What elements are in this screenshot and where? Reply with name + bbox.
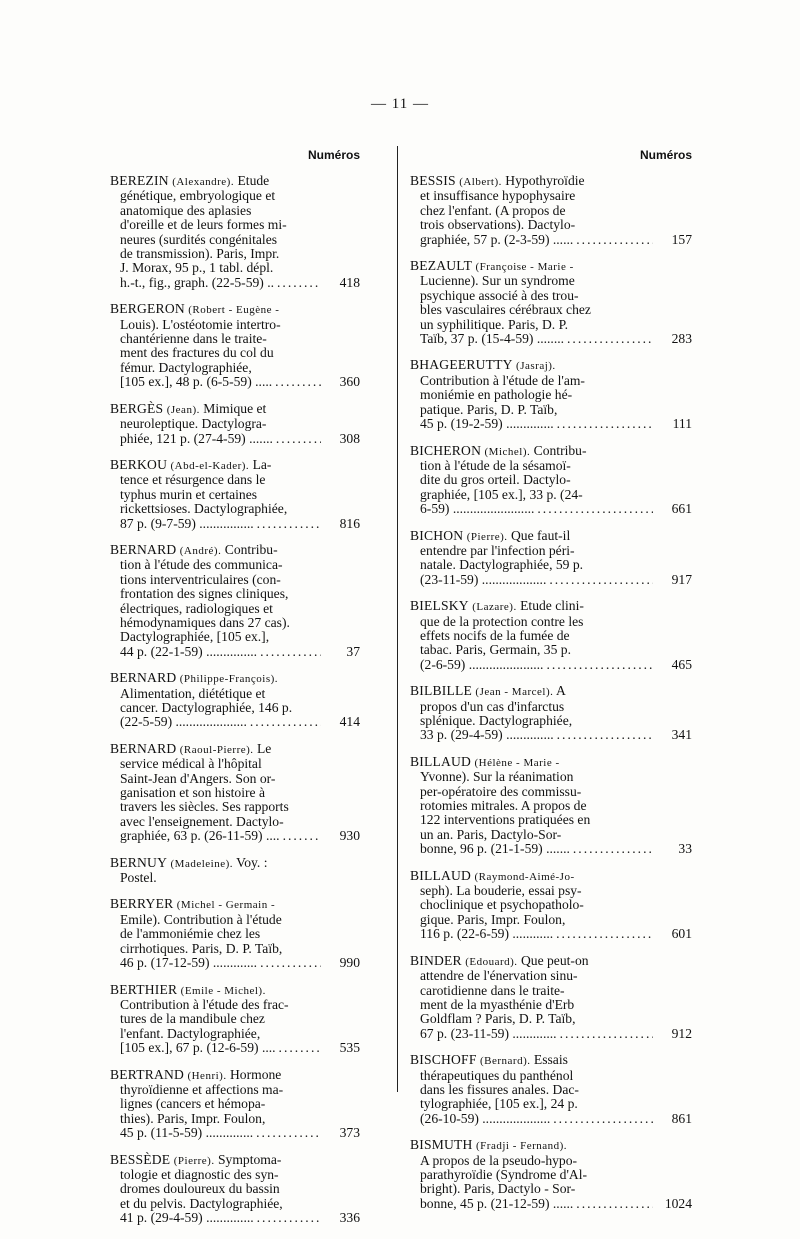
entry-citation-line [410,573,692,587]
bibliography-entry [110,856,360,886]
entry-heading [110,742,360,757]
bibliography-entry [410,1138,692,1211]
author-given-names: (Pierre). [173,1154,215,1167]
entry-line: d'oreille et de leurs formes mi- [120,217,287,233]
entry-line: tion à l'étude des communica- [120,557,283,573]
dot-leader [556,927,653,941]
entry-citation-line [410,927,692,941]
entry-citation-line [110,829,360,843]
entry-number: 1024 [664,1195,692,1211]
author-given-names: (Henri). [187,1069,227,1082]
author-surname: BERNARD [110,670,177,686]
author-surname: BESSIS [410,173,456,188]
author-surname: BERRYER [110,896,174,912]
entry-line: cirrhotiques. Paris, D. P. Taïb, [120,940,283,956]
entry-citation: [105 ex.], 48 p. (6-5-59) ..... [120,374,273,390]
entry-citation-line [410,1027,692,1041]
entry-line: hémodynamiques dans 27 cas). [120,614,290,630]
entry-heading [110,402,360,417]
author-surname: BEZAULT [410,258,473,274]
entry-number: 157 [671,231,692,247]
entry-number: 308 [339,430,360,446]
column-divider [397,146,398,1092]
author-given-names: (Philippe-François). [179,673,279,686]
entry-citation-line [410,332,692,346]
bibliography-entry [110,1068,360,1141]
entry-citation: 67 p. (23-11-59) ............. [420,1025,557,1041]
author-given-names: (Raymond-Aimé-Jo- [474,870,575,883]
entry-number: 111 [672,416,692,432]
author-surname: BHAGEERUTTY [410,357,513,373]
entry-line: J. Morax, 95 p., 1 tabl. dépl. [120,260,274,276]
entry-line: un syphilitique. Paris, D. P. [420,316,569,332]
author-surname: BISCHOFF [410,1052,477,1068]
author-surname: BERNARD [110,740,177,756]
entry-title-start: Mimique et [203,400,267,416]
author-given-names: (Abd-el-Kader). [170,459,250,472]
entry-line: génétique, embryologique et [120,188,276,204]
entry-line: A propos de la pseudo-hypo- [420,1152,578,1168]
entry-citation: graphiée, 63 p. (26-11-59) .... [120,828,280,844]
dot-leader [275,375,321,389]
bibliography-entry [410,869,692,942]
entry-heading [110,671,360,686]
entry-citation-line [410,728,692,742]
entry-line: Saint-Jean d'Angers. Son or- [120,770,276,786]
entry-title-start: Etude [237,173,270,188]
entry-heading [410,444,692,459]
bibliography-entry [110,1153,360,1226]
entry-citation-line [410,502,692,516]
entry-line: que de la protection contre les [420,613,584,629]
entry-heading [410,174,692,189]
entry-line: travers les siècles. Ses rapports [120,799,289,815]
entry-citation: 45 p. (11-5-59) .............. [120,1125,254,1141]
author-given-names: (Michel). [484,445,531,458]
entry-number: 535 [339,1040,360,1056]
entry-number: 912 [671,1025,692,1041]
entry-heading [410,529,692,544]
entry-citation-line [410,1112,692,1126]
entry-line: effets nocifs de la fumée de [420,627,570,643]
dot-leader [283,829,321,843]
bibliography-entry [110,302,360,389]
entry-citation-line [110,645,360,659]
entry-line: natale. Dactylographiée, 59 p. [420,557,584,573]
dot-leader [576,233,653,247]
entry-citation: 33 p. (29-4-59) .............. [420,727,554,743]
entry-line: dromes douloureux du bassin [120,1181,280,1197]
entry-number: 33 [678,841,692,857]
entry-citation-line [410,417,692,431]
entry-line: splénique. Dactylographiée, [420,713,573,728]
page-number: — 11 — [371,96,429,112]
entry-line: l'enfant. Dactylographiée, [120,1025,261,1041]
author-surname: BILLAUD [410,867,472,883]
dot-leader [576,1197,653,1211]
bibliography-entry [110,402,360,446]
entry-line: rickettsioses. Dactylographiée, [120,501,288,517]
dot-leader [260,645,321,659]
entry-line: tions interventriculaires (con- [120,571,281,587]
entry-line: Alimentation, diététique et [120,685,266,701]
entry-title-start: Contribu- [224,541,278,557]
entry-line: avec l'enseignement. Dactylo- [120,813,284,829]
author-surname: BERTRAND [110,1066,185,1082]
entry-line: Dactylographiée, [105 ex.], [120,629,270,645]
entry-line: anatomique des aplasies [120,202,252,218]
entry-number: 341 [671,727,692,743]
author-surname: BESSÈDE [110,1151,171,1167]
entry-line: ganisation et son histoire à [120,785,265,801]
dot-leader [557,728,653,742]
entry-line: Lucienne). Sur un syndrome [420,273,575,289]
entry-title-start: Voy. : [236,854,268,870]
entry-line: fémur. Dactylographiée, [120,359,252,375]
bibliography-entry [410,358,692,431]
entry-citation-line [110,956,360,970]
author-given-names: (Jasraj). [516,360,556,373]
author-given-names: (Madeleine). [170,857,233,870]
dot-leader [279,1041,321,1055]
dot-leader [537,502,653,516]
entry-citation: 45 p. (19-2-59) .............. [420,416,554,432]
entry-line: électriques, radiologiques et [120,600,273,616]
entry-heading [110,856,360,871]
entry-line: service médical à l'hôpital [120,756,262,772]
left-column-header: Numéros [307,148,360,162]
author-given-names: (André). [179,544,222,557]
entry-line: tylographiée, [105 ex.], 24 p. [420,1096,578,1112]
author-given-names: (Bernard). [479,1055,531,1068]
entry-title-start: Hypothyroïdie [505,173,585,188]
entry-line: bright). Paris, Dactylo - Sor- [420,1181,576,1197]
entry-line: patique. Paris, D. P. Taïb, [420,401,558,417]
bibliography-entry [110,671,360,730]
bibliography-entry [410,954,692,1041]
entry-line: tures de la mandibule chez [120,1011,265,1027]
entry-line: typhus murin et certaines [120,486,258,502]
author-surname: BISMUTH [410,1137,473,1153]
bibliography-entry [110,897,360,970]
dot-leader [567,332,653,346]
entry-citation: bonne, 96 p. (21-1-59) ....... [420,841,570,857]
entry-title-start: Etude clini- [520,598,584,614]
author-given-names: (Lazare). [472,601,517,614]
entry-line: entendre par l'infection péri- [420,542,575,558]
entry-title-start: Symptoma- [217,1151,282,1167]
entry-title-start: Hormone [229,1066,282,1082]
author-given-names: (Edouard). [465,955,518,968]
entry-line: un an. Paris, Dactylo-Sor- [420,826,562,842]
entry-line: choclinique et psychopatholo- [420,897,584,913]
entry-heading [410,869,692,884]
entry-line: psychique associé à des trou- [420,287,579,303]
dot-leader [560,1027,653,1041]
entry-line: rotomies mitrales. A propos de [420,798,587,814]
author-surname: BERGERON [110,301,185,317]
entry-citation: graphiée, 57 p. (2-3-59) ...... [420,231,574,247]
entry-heading [110,983,360,998]
entry-heading [110,543,360,558]
entry-citation-line [410,1197,692,1211]
author-given-names: (Hélène - Marie - [474,756,560,769]
entry-heading [410,259,692,274]
bibliography-entry [410,1053,692,1126]
entry-number: 990 [339,955,360,971]
author-given-names: (Jean). [166,403,200,416]
entry-title-start: Que faut-il [510,527,571,543]
entry-number: 373 [339,1125,360,1141]
entry-number: 816 [339,515,360,531]
entry-line: tion à l'étude de la sésamoï- [420,457,571,473]
bibliography-entry [410,599,692,672]
entry-citation: (2-6-59) ...................... [420,656,544,672]
entry-line: chez l'enfant. (A propos de [420,202,566,218]
entry-line: thérapeutiques du panthénol [420,1067,574,1083]
entry-citation: bonne, 45 p. (21-12-59) ...... [420,1195,574,1211]
author-given-names: (Michel - Germain - [176,899,276,912]
entry-line: neures (surdités congénitales [120,231,278,247]
entry-citation-line [410,842,692,856]
entry-title-start: Que peut-on [520,952,589,968]
entry-number: 336 [339,1210,360,1226]
dot-leader [553,1112,653,1126]
entry-line: de l'ammoniémie chez les [120,926,261,942]
entry-title-start: Le [256,740,272,756]
right-column-header: Numéros [639,148,692,162]
author-given-names: (Robert - Eugène - [188,304,280,317]
dot-leader [549,573,653,587]
entry-line: propos d'un cas d'infarctus [420,698,565,714]
entry-line: tologie et diagnostic des syn- [120,1166,279,1182]
entry-line: dite du gros orteil. Dactylo- [420,472,571,488]
entry-citation-line [410,658,692,672]
author-surname: BICHERON [410,442,482,458]
author-given-names: (Albert). [459,176,502,188]
entry-citation-line [110,517,360,531]
entry-line: Goldflam ? Paris, D. P. Taïb, [420,1011,576,1027]
entry-citation: [105 ex.], 67 p. (12-6-59) .... [120,1040,276,1056]
entry-line: cancer. Dactylographiée, 146 p. [120,700,293,715]
entry-heading [110,897,360,912]
entry-citation: Taïb, 37 p. (15-4-59) ........ [420,331,565,347]
author-given-names: (Françoise - Marie - [475,261,574,274]
bibliography-entry [110,458,360,531]
entry-citation-line [110,432,360,446]
entry-citation: (26-10-59) .................... [420,1110,551,1126]
entry-heading [110,1068,360,1083]
entry-citation-line [410,233,692,247]
entry-heading [410,1138,692,1153]
entry-line: ment des fractures du col du [120,345,274,361]
entry-line: dans les fissures anales. Dac- [420,1081,579,1097]
dot-leader [546,658,653,672]
left-column [110,148,360,1238]
author-given-names: (Alexandre). [172,176,235,188]
entry-line: chantérienne dans le traite- [120,331,267,347]
author-given-names: (Fradji - Fernand). [476,1140,568,1153]
bibliography-entry [410,444,692,517]
dot-leader [276,432,321,446]
entry-line: ment de la myasthénie d'Erb [420,996,575,1012]
author-surname: BILBILLE [410,683,473,699]
entry-heading [410,1053,692,1068]
author-surname: BERNARD [110,541,177,557]
entry-number: 414 [339,714,360,730]
entry-citation-line [110,1211,360,1225]
entry-title-start: Contribu- [533,442,587,458]
entry-heading [110,174,360,189]
entry-heading [410,954,692,969]
entry-line: thies). Paris, Impr. Foulon, [120,1110,266,1126]
bibliography-entry [410,684,692,743]
right-column [410,148,692,1223]
entry-number: 418 [339,274,360,290]
bibliography-entry [110,174,360,290]
entry-heading [410,755,692,770]
entry-line: carotidienne dans le traite- [420,982,565,998]
author-surname: BIELSKY [410,598,469,614]
entry-line: graphiée, [105 ex.], 33 p. (24- [420,486,583,502]
entry-citation: phiée, 121 p. (27-4-59) ....... [120,430,273,446]
author-surname: BERGÈS [110,400,164,416]
author-given-names: (Emile - Michel). [180,984,266,997]
bibliography-entry [410,755,692,857]
author-surname: BILLAUD [410,753,472,769]
entry-line: Emile). Contribution à l'étude [120,911,282,927]
entry-number: 930 [339,828,360,844]
entry-line: moniémie en pathologie hé- [420,387,573,403]
entry-line: Postel. [120,870,157,886]
entry-line: lignes (cancers et hémopa- [120,1096,266,1112]
bibliography-entry [410,174,692,247]
entry-heading [410,358,692,373]
entry-title-start: Essais [533,1052,568,1068]
entry-line: attendre de l'énervation sinu- [420,968,578,984]
entry-citation: (23-11-59) ................... [420,571,547,587]
dot-leader [250,715,321,729]
author-surname: BICHON [410,527,464,543]
bibliography-entry [110,983,360,1056]
entry-citation: 6-59) ........................ [420,501,535,517]
entry-number: 661 [671,501,692,517]
entry-line: parathyroïdie (Syndrome d'Al- [420,1166,588,1182]
entry-line: Contribution à l'étude de l'am- [420,372,585,388]
entry-number: 465 [671,656,692,672]
author-given-names: (Raoul-Pierre). [179,743,254,756]
entry-number: 861 [671,1110,692,1126]
entry-citation-line [110,276,360,290]
entry-line: Louis). L'ostéotomie intertro- [120,316,281,332]
entry-citation: 44 p. (22-1-59) ............... [120,643,258,659]
entry-citation-line [110,375,360,389]
entry-line: seph). La bouderie, essai psy- [420,883,582,899]
entry-heading [110,1153,360,1168]
author-surname: BERKOU [110,456,168,472]
entry-citation: (22-5-59) ..................... [120,714,247,730]
entry-line: neuroleptique. Dactylogra- [120,416,267,432]
entry-citation: 116 p. (22-6-59) ............ [420,926,554,942]
entry-number: 601 [671,926,692,942]
entry-heading [410,599,692,614]
bibliography-entry [110,543,360,659]
bibliography-entry [110,742,360,844]
entry-citation: 41 p. (29-4-59) .............. [120,1210,254,1226]
author-given-names: (Jean - Marcel). [475,686,554,699]
entry-line: bles vasculaires cérébraux chez [420,302,591,318]
entry-line: thyroïdienne et affections ma- [120,1081,284,1097]
entry-citation-line [110,1126,360,1140]
dot-leader [557,417,653,431]
entry-line: gique. Paris, Impr. Foulon, [420,911,566,927]
entry-number: 360 [339,374,360,390]
entry-citation-line [110,1041,360,1055]
entry-heading [410,684,692,699]
entry-citation: 46 p. (17-12-59) ............. [120,955,258,971]
author-given-names: (Pierre). [466,530,508,543]
entry-line: Contribution à l'étude des frac- [120,996,289,1012]
entry-line: trois observations). Dactylo- [420,217,576,233]
dot-leader [257,1211,321,1225]
entry-heading [110,458,360,473]
entry-citation-line [110,715,360,729]
entry-line: Yvonne). Sur la réanimation [420,769,574,785]
entry-number: 37 [346,643,360,659]
entry-title-start: La- [252,456,272,472]
author-surname: BINDER [410,952,462,968]
entry-line: et du pelvis. Dactylographiée, [120,1195,283,1211]
entry-line: tence et résurgence dans le [120,472,266,488]
bibliography-entry [410,259,692,346]
entry-line: et insuffisance hypophysaire [420,188,576,204]
entry-citation: h.-t., fig., graph. (22-5-59) .. [120,274,275,290]
entry-number: 917 [671,571,692,587]
bibliography-entry [410,529,692,588]
entry-number: 283 [671,331,692,347]
entry-title-start: A [556,683,566,699]
entry-line: tabac. Paris, Germain, 35 p. [420,642,571,658]
entry-line: per-opératoire des commissu- [420,783,582,799]
dot-leader [257,517,321,531]
dot-leader [573,842,653,856]
entry-line: frontation des signes cliniques, [120,586,289,602]
dot-leader [256,1126,321,1140]
author-surname: BERTHIER [110,981,178,997]
author-surname: BERNUY [110,854,168,870]
dot-leader [260,956,321,970]
dot-leader [277,276,321,290]
entry-line: de transmission). Paris, Impr. [120,246,280,262]
entry-line: 122 interventions pratiquées en [420,812,591,828]
author-surname: BEREZIN [110,173,169,188]
entry-citation: 87 p. (9-7-59) ................ [120,515,254,531]
entry-heading [110,302,360,317]
